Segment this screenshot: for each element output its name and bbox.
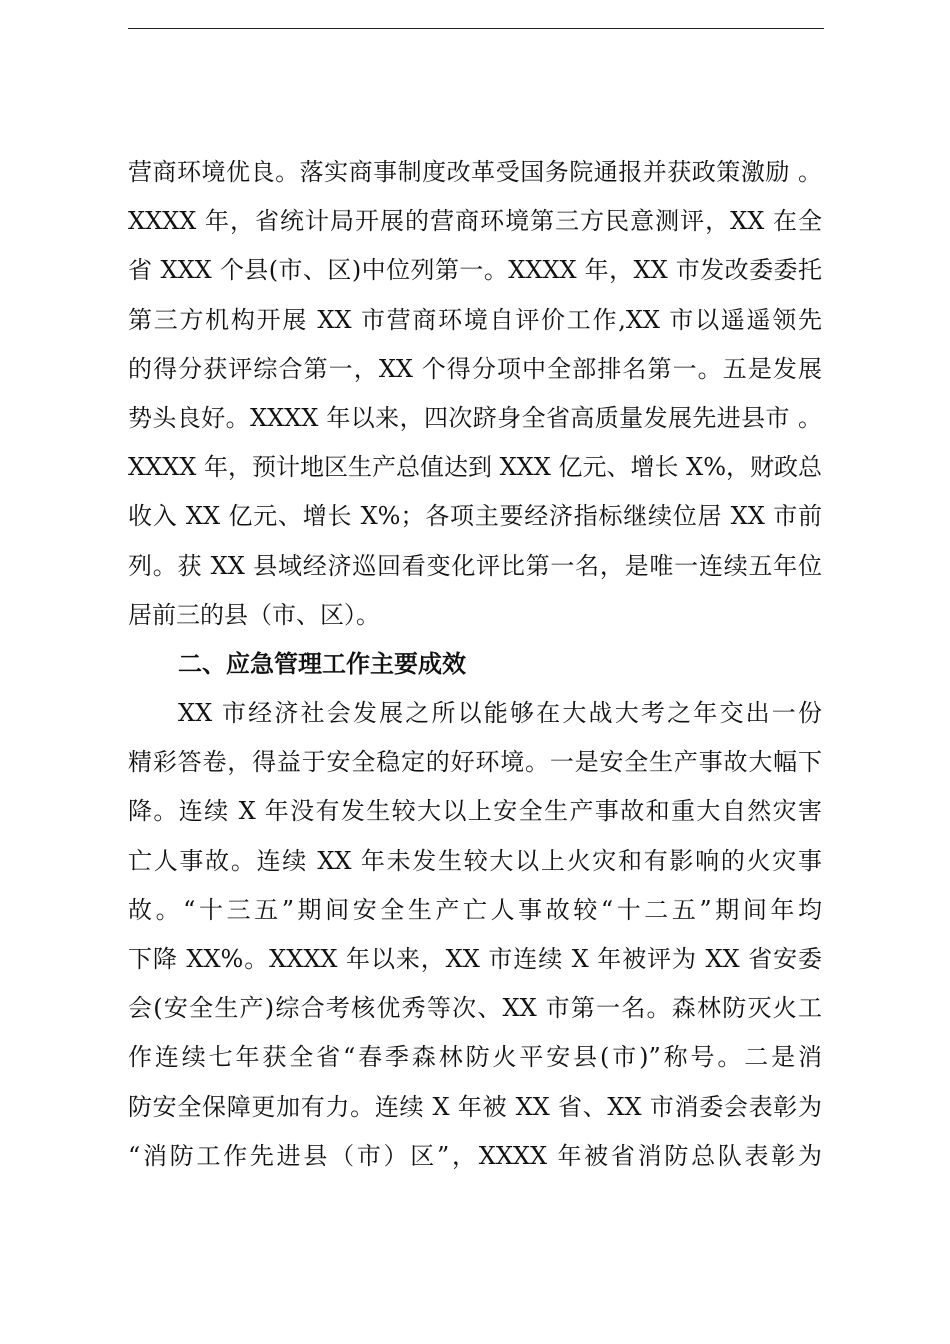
body-text-line: 势头良好。XXXX 年以来，四次跻身全省高质量发展先进县市 。 <box>128 403 822 432</box>
body-text-line: 降。连续 X 年没有发生较大以上安全生产事故和重大自然灾害 <box>128 797 822 826</box>
body-text-line: 防安全保障更加有力。连续 X 年被 XX 省、XX 市消委会表彰为 <box>128 1092 822 1121</box>
body-text-line: 的得分获评综合第一，XX 个得分项中全部排名第一。五是发展 <box>128 354 822 383</box>
body-text-line: 故。“十三五”期间安全生产亡人事故较“十二五”期间年均 <box>128 895 822 924</box>
body-text-line: XX 市经济社会发展之所以能够在大战大考之年交出一份 <box>178 699 822 728</box>
body-text-line: XXXX 年，预计地区生产总值达到 XXX 亿元、增长 X%，财政总 <box>128 453 822 482</box>
header-rule <box>128 28 824 29</box>
body-text-line: 亡人事故。连续 XX 年未发生较大以上火灾和有影响的火灾事 <box>128 846 822 875</box>
body-text-line: 会(安全生产)综合考核优秀等次、XX 市第一名。森林防灭火工 <box>128 994 822 1023</box>
body-text-line: 第三方机构开展 XX 市营商环境自评价工作,XX 市以遥遥领先 <box>128 305 822 334</box>
body-text-line: 省 XXX 个县(市、区)中位列第一。XXXX 年，XX 市发改委委托 <box>128 256 822 285</box>
body-text-line: 营商环境优良。落实商事制度改革受国务院通报并获政策激励 。 <box>128 158 822 186</box>
body-text-line: XXXX 年，省统计局开展的营商环境第三方民意测评，XX 在全 <box>128 207 822 236</box>
body-text-line: 列。获 XX 县域经济巡回看变化评比第一名，是唯一连续五年位 <box>128 551 822 580</box>
body-text-line: 居前三的县（市、区）。 <box>128 600 380 629</box>
body-text-line: “消防工作先进县（市）区”，XXXX 年被省消防总队表彰为 <box>128 1141 822 1170</box>
body-text-line: 下降 XX%。XXXX 年以来，XX 市连续 X 年被评为 XX 省安委 <box>128 945 822 973</box>
document-body <box>128 148 822 1181</box>
section-heading: 二、应急管理工作主要成效 <box>178 649 466 678</box>
body-text-line: 作连续七年获全省“春季森林防火平安县(市)”称号。二是消 <box>128 1043 822 1072</box>
body-text-line: 精彩答卷，得益于安全稳定的好环境。一是安全生产事故大幅下 <box>128 748 822 777</box>
body-text-line: 收入 XX 亿元、增长 X%；各项主要经济指标继续位居 XX 市前 <box>128 502 822 531</box>
